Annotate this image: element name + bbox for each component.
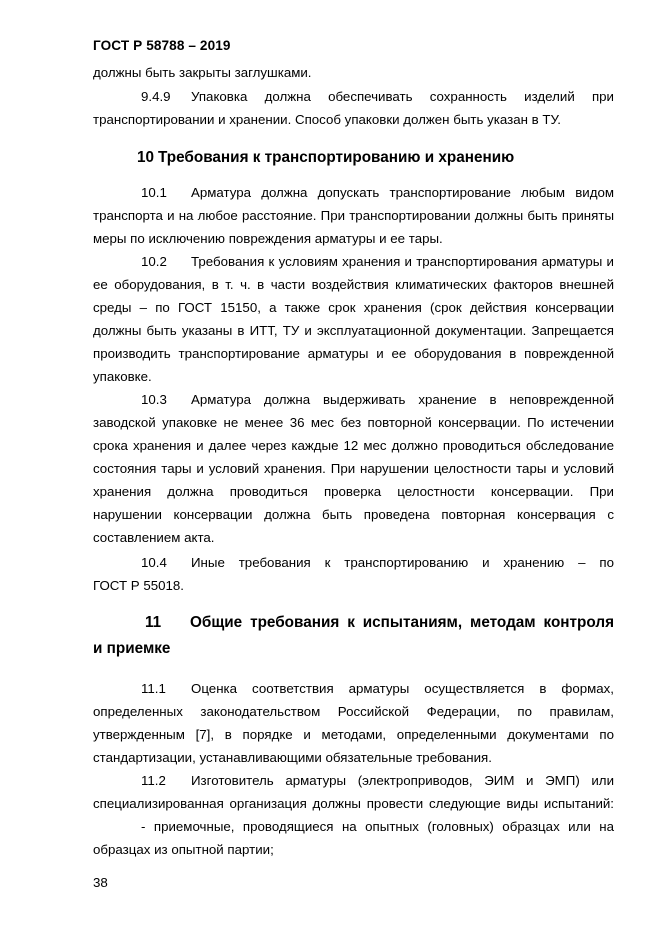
text-line: срока хранения и далее через каждые 12 мес должно проводиться обследование <box>93 438 614 453</box>
text-line: ГОСТ Р 55018. <box>93 578 185 593</box>
text-line: среды – по ГОСТ 15150, а также срок хранения (срок действия консервации <box>93 300 614 315</box>
text-line: нарушении консервации должна быть проведена повторная консервация с <box>93 507 614 522</box>
text-fragment: Оценка соответствия арматуры осуществляется в формах, <box>191 681 614 696</box>
text-line: должны быть указаны в ИТТ, ТУ и эксплуатационной документации. Запрещается <box>93 323 614 338</box>
clause-number: 9.4.9 <box>141 89 171 104</box>
document-header: ГОСТ Р 58788 – 2019 <box>93 38 231 53</box>
section-number: 11 <box>145 614 162 631</box>
text-fragment: Изготовитель арматуры (электроприводов, ЭИМ и ЭМП) или <box>191 773 614 788</box>
text-line: производить транспортирование арматуры и ее оборудования в поврежденной <box>93 346 614 361</box>
text-line: меры по исключению повреждения арматуры и ее тары. <box>93 231 443 246</box>
clause-number: 10.2 <box>141 254 167 269</box>
justified-text <box>191 89 614 105</box>
list-item: - приемочные, проводящиеся на опытных (головных) образцах или на <box>141 819 614 834</box>
text-fragment: Требования к условиям хранения и транспортирования арматуры и <box>191 254 614 269</box>
text-line: утвержденным [7], в порядке и методами, определенными документами по <box>93 727 614 742</box>
clause-number: 10.1 <box>141 185 167 200</box>
section-title-continued: и приемке <box>93 640 171 657</box>
text-line: хранения должна проводиться проверка целостности консервации. При <box>93 484 614 499</box>
text-fragment: Иные требования к транспортированию и хранению – по <box>191 555 614 570</box>
text-line: образцах из опытной партии; <box>93 842 274 857</box>
text-line: ее оборудования, в т. ч. в части воздействия климатических факторов внешней <box>93 277 614 292</box>
text-line: транспортировании и хранении. Способ упаковки должен быть указан в ТУ. <box>93 112 561 127</box>
clause-number: 11.2 <box>141 773 166 788</box>
text-line: транспорта и на любое расстояние. При транспортировании должны быть приняты <box>93 208 614 223</box>
text-line: определенных законодательством Российской Федерации, по правилам, <box>93 704 614 719</box>
justified-text <box>191 254 614 270</box>
justified-text <box>191 773 614 789</box>
justified-text <box>191 555 614 571</box>
clause-number: 11.1 <box>141 681 166 696</box>
page-number: 38 <box>93 875 108 890</box>
text-fragment: Упаковка должна обеспечивать сохранность изделий при <box>191 89 614 104</box>
section-number: 10 <box>137 149 155 166</box>
section-10-heading <box>137 150 514 166</box>
justified-text <box>191 392 614 408</box>
text-line: стандартизации, устанавливающими обязательные требования. <box>93 750 492 765</box>
section-title: Общие требования к испытаниям, методам контроля <box>190 614 614 631</box>
justified-text <box>191 185 614 201</box>
text-line: состояния тары и условий хранения. При нарушении целостности тары и условий <box>93 461 614 476</box>
text-line: должны быть закрыты заглушками. <box>93 65 312 80</box>
justified-text <box>191 681 614 697</box>
clause-number: 10.3 <box>141 392 167 407</box>
text-line: специализированная организация должны провести следующие виды испытаний: <box>93 796 614 811</box>
text-line: упаковке. <box>93 369 152 384</box>
clause-number: 10.4 <box>141 555 167 570</box>
section-title: Требования к транспортированию и хранению <box>158 149 515 166</box>
text-line: заводской упаковке не менее 36 мес без повторной консервации. По истечении <box>93 415 614 430</box>
text-fragment: Арматура должна выдерживать хранение в неповрежденной <box>191 392 614 407</box>
text-fragment: Арматура должна допускать транспортирование любым видом <box>191 185 614 200</box>
text-line: составлением акта. <box>93 530 215 545</box>
